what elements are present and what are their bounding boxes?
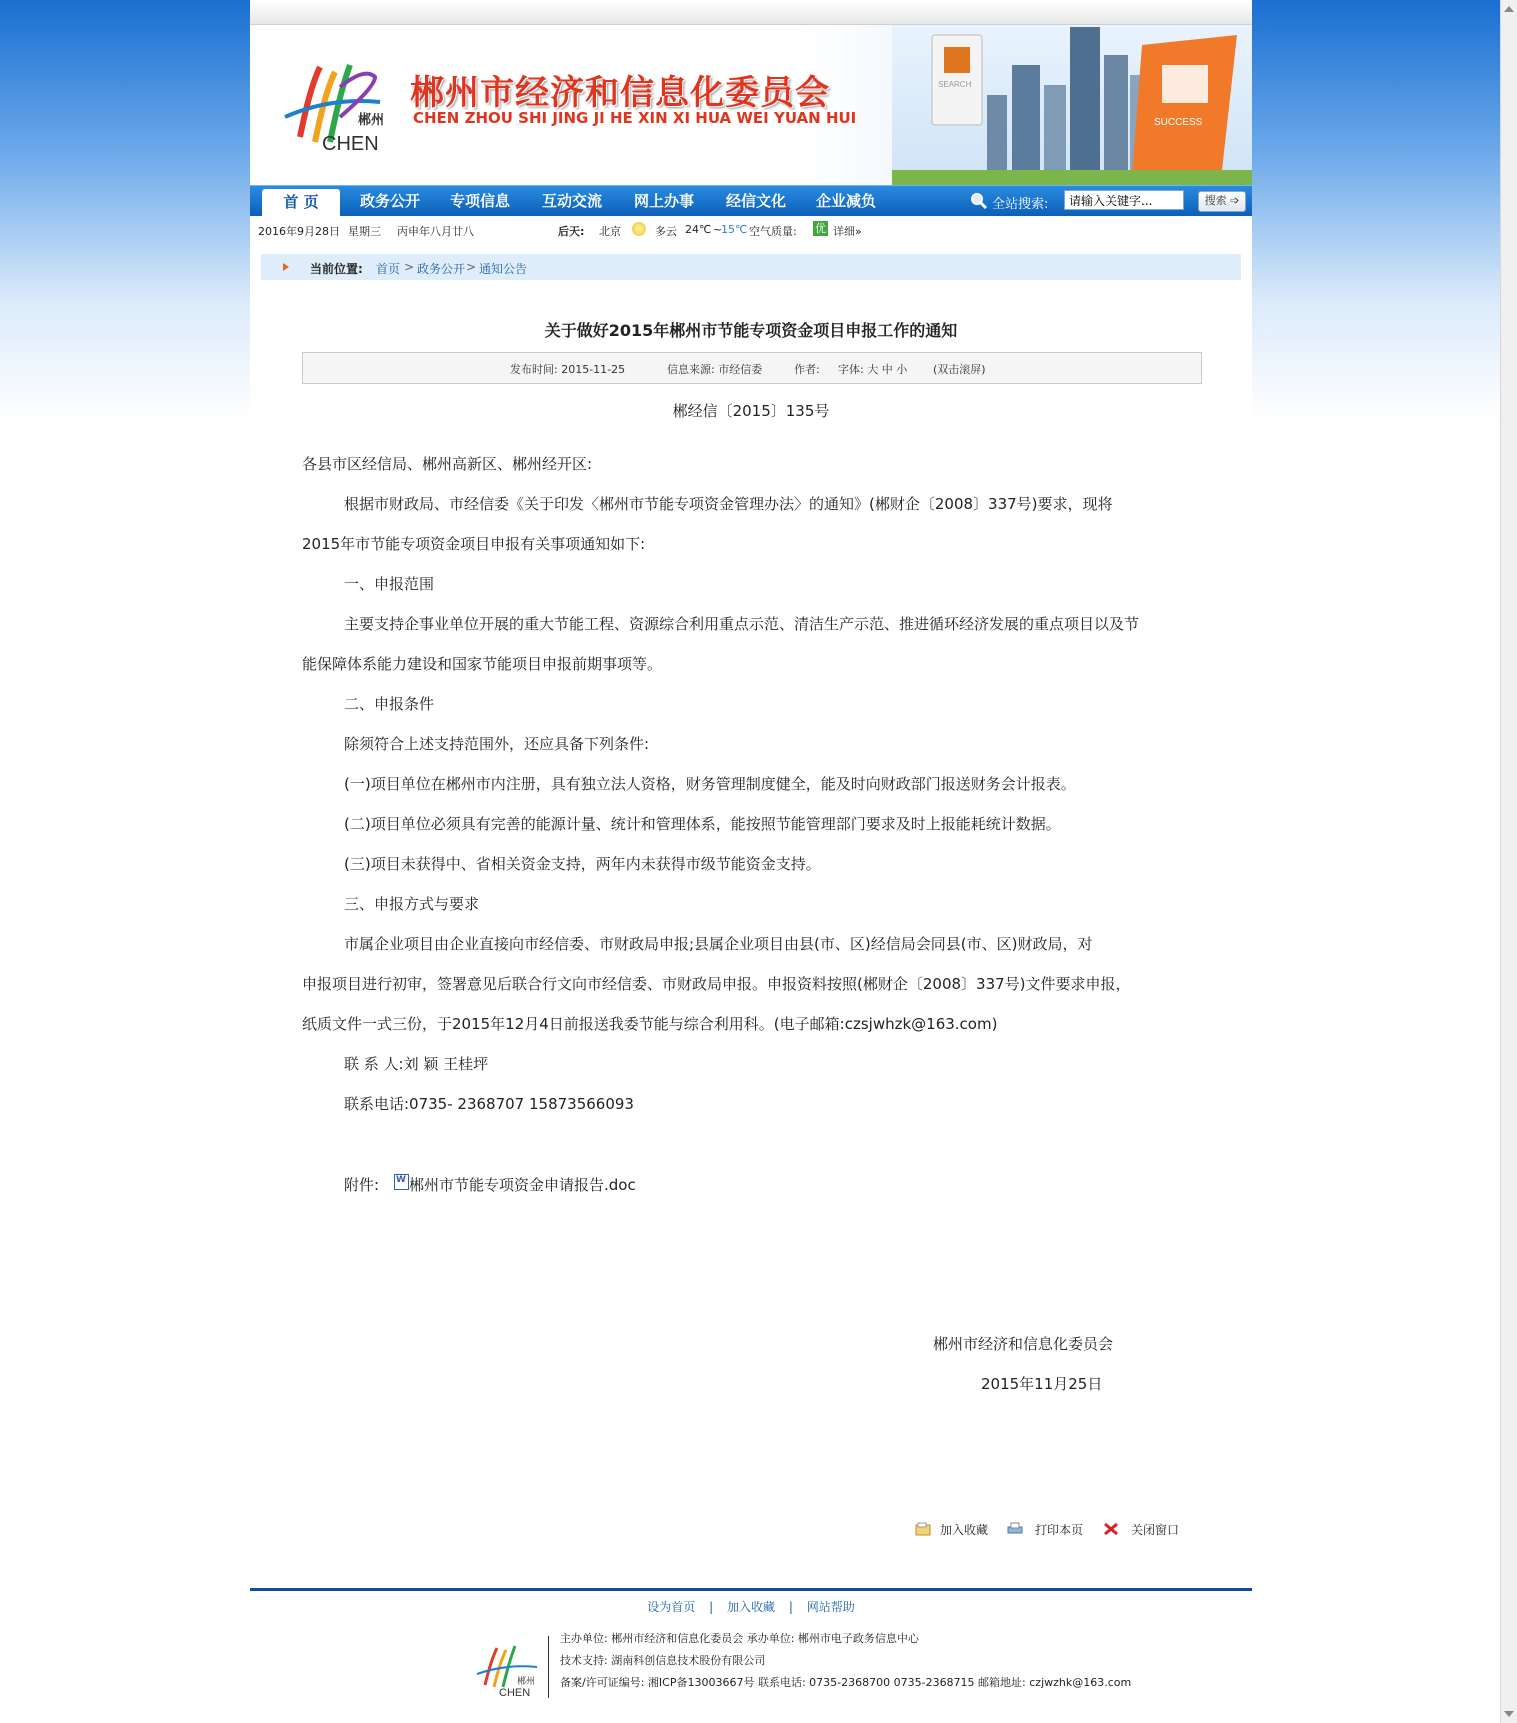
main-navbar bbox=[250, 185, 1252, 216]
article-paragraph: (二)项目单位必须具有完善的能源计量、统计和管理体系，能按照节能管理部门要求及时上报能耗统计数据。 bbox=[344, 815, 1061, 833]
banner-badge-search: SEARCH bbox=[938, 80, 972, 89]
close-icon[interactable] bbox=[1103, 1522, 1119, 1536]
print-icon[interactable] bbox=[1007, 1522, 1023, 1536]
footer-link-sep: | bbox=[788, 1600, 793, 1614]
article-paragraph: 二、申报条件 bbox=[344, 695, 435, 713]
vertical-scrollbar[interactable] bbox=[1500, 0, 1517, 1723]
top-strip bbox=[250, 0, 1252, 25]
footer-logo-icon bbox=[475, 1640, 545, 1700]
nav-special-info[interactable]: 专项信息 bbox=[449, 192, 510, 210]
footer-divider bbox=[548, 1636, 549, 1698]
breadcrumb-notices[interactable]: 通知公告 bbox=[479, 262, 528, 276]
search-label: 全站搜索: bbox=[992, 197, 1049, 212]
article-paragraph: 主要支持企事业单位开展的重大节能工程、资源综合利用重点示范、清洁生产示范、推进循环经济发展的重点项目以及节 bbox=[344, 615, 1140, 633]
logo-text-cn: 郴州 bbox=[358, 113, 385, 128]
article-paragraph: 根据市财政局、市经信委《关于印发〈郴州市节能专项资金管理办法〉的通知》(郴财企〔2008〕337号)要求，现将 bbox=[344, 495, 1113, 513]
breadcrumb-arrow-icon bbox=[283, 263, 289, 271]
site-banner bbox=[250, 25, 1252, 185]
footer-sponsor: 主办单位: 郴州市经济和信息化委员会 承办单位: 郴州市电子政务信息中心 bbox=[560, 1632, 919, 1645]
article-paragraph: 联 系 人:刘 颖 王桂坪 bbox=[344, 1055, 489, 1073]
footer-logo-cn: 郴州 bbox=[517, 1677, 536, 1687]
breadcrumb-label: 当前位置: bbox=[310, 262, 363, 276]
search-input[interactable] bbox=[1064, 190, 1184, 210]
article-paragraph: 纸质文件一式三份，于2015年12月4日前报送我委节能与综合利用科。(电子邮箱:czsjwhzk@163.com) bbox=[302, 1015, 998, 1033]
close-window-button[interactable]: 关闭窗口 bbox=[1131, 1523, 1180, 1537]
article-paragraph: 能保障体系能力建设和国家节能项目申报前期事项等。 bbox=[302, 655, 663, 673]
article-paragraph: 一、申报范围 bbox=[344, 575, 435, 593]
search-icon bbox=[970, 192, 988, 210]
scroll-up-icon[interactable] bbox=[1504, 6, 1514, 12]
attachment-label: 附件: bbox=[344, 1176, 380, 1194]
footer-tech-support: 技术支持: 湖南科创信息技术股份有限公司 bbox=[560, 1654, 766, 1667]
air-quality-label: 空气质量: bbox=[749, 225, 797, 238]
page-container bbox=[250, 0, 1252, 1723]
footer-license: 备案/许可证编号: 湘ICP备13003667号 联系电话: 0735-2368700 0735-2368715 邮箱地址: czjwzhk@163.com bbox=[560, 1676, 1132, 1689]
author: 作者: bbox=[794, 363, 820, 376]
current-date: 2016年9月28日 bbox=[258, 225, 340, 238]
document-number: 郴经信〔2015〕135号 bbox=[672, 402, 830, 420]
weather-condition: 多云 bbox=[655, 225, 677, 238]
article-paragraph: 各县市区经信局、郴州高新区、郴州经开区: bbox=[302, 455, 593, 473]
footer-logo-en: CHEN bbox=[499, 1687, 531, 1699]
footer-link-sep: | bbox=[709, 1600, 714, 1614]
publish-time: 发布时间: 2015-11-25 bbox=[510, 363, 626, 376]
signature-date: 2015年11月25日 bbox=[981, 1375, 1103, 1393]
breadcrumb-sep: > bbox=[404, 260, 415, 274]
breadcrumb-sep: > bbox=[466, 260, 477, 274]
temp-sep: ~ bbox=[713, 223, 723, 236]
arrow-right-icon: ➩ bbox=[1230, 194, 1240, 207]
nav-home[interactable]: 首 页 bbox=[262, 189, 340, 216]
search-button-label: 搜索 bbox=[1204, 194, 1227, 207]
font-size-switcher[interactable]: 字体: 大 中 小 bbox=[838, 363, 908, 376]
article-paragraph: (三)项目未获得中、省相关资金支持，两年内未获得市级节能资金支持。 bbox=[344, 855, 821, 873]
signature-org: 郴州市经济和信息化委员会 bbox=[933, 1335, 1114, 1353]
site-title: 郴州市经济和信息化委员会 bbox=[410, 73, 830, 113]
article-title: 关于做好2015年郴州市节能专项资金项目申报工作的通知 bbox=[544, 321, 958, 340]
add-bookmark-button[interactable]: 加入收藏 bbox=[940, 1523, 989, 1537]
footer-links bbox=[250, 1598, 1252, 1615]
attachment-link[interactable]: 郴州市节能专项资金申请报告.doc bbox=[409, 1176, 636, 1194]
nav-online-services[interactable]: 网上办事 bbox=[633, 192, 694, 210]
scroll-down-icon[interactable] bbox=[1504, 1711, 1514, 1717]
article-paragraph: 市属企业项目由企业直接向市经信委、市财政局申报;县属企业项目由县(市、区)经信局会同县(市、区)财政局，对 bbox=[344, 935, 1093, 953]
breadcrumb-government-affairs[interactable]: 政务公开 bbox=[417, 262, 466, 276]
current-weekday: 星期三 bbox=[348, 225, 381, 238]
banner-city-illustration bbox=[892, 25, 1252, 185]
banner-badge-success: SUCCESS bbox=[1154, 117, 1203, 128]
nav-government-affairs[interactable]: 政务公开 bbox=[359, 192, 420, 210]
nav-burden-reduction[interactable]: 企业减负 bbox=[815, 192, 876, 210]
temp-high: 24℃ bbox=[685, 223, 712, 236]
article-paragraph: 三、申报方式与要求 bbox=[344, 895, 480, 913]
info-source: 信息来源: 市经信委 bbox=[667, 363, 763, 376]
lunar-date: 丙申年八月廿八 bbox=[397, 225, 474, 238]
word-document-icon bbox=[394, 1174, 409, 1190]
footer-link-bookmark[interactable]: 加入收藏 bbox=[726, 1600, 775, 1614]
double-click-scroll: (双击滚屏) bbox=[933, 363, 986, 376]
article-paragraph: 2015年市节能专项资金项目申报有关事项通知如下: bbox=[302, 535, 646, 553]
footer-divider-line bbox=[250, 1588, 1252, 1591]
nav-interaction[interactable]: 互动交流 bbox=[541, 192, 602, 210]
article-paragraph: 联系电话:0735- 2368707 15873566093 bbox=[344, 1095, 634, 1113]
cloudy-weather-icon bbox=[632, 222, 646, 236]
site-pinyin: CHEN ZHOU SHI JING JI HE XIN XI HUA WEI YUAN HUI bbox=[413, 109, 857, 127]
temp-low: 15℃ bbox=[721, 223, 748, 236]
article-paragraph: (一)项目单位在郴州市内注册，具有独立法人资格，财务管理制度健全，能及时向财政部门报送财务会计报表。 bbox=[344, 775, 1076, 793]
logo-text-en: CHEN bbox=[322, 133, 379, 155]
weather-city: 北京 bbox=[599, 225, 621, 238]
article-paragraph: 申报项目进行初审，签署意见后联合行文向市经信委、市财政局申报。申报资料按照(郴财企〔2008〕337号)文件要求申报， bbox=[302, 975, 1131, 993]
footer-link-set-home[interactable]: 设为首页 bbox=[647, 1600, 696, 1614]
breadcrumb bbox=[261, 254, 1241, 280]
weather-detail-link[interactable]: 详细» bbox=[833, 225, 862, 238]
article-meta bbox=[302, 352, 1202, 384]
print-page-button[interactable]: 打印本页 bbox=[1035, 1523, 1084, 1537]
bookmark-icon[interactable] bbox=[915, 1522, 931, 1536]
breadcrumb-home[interactable]: 首页 bbox=[376, 262, 401, 276]
weather-label: 后天: bbox=[558, 225, 585, 238]
footer-link-help[interactable]: 网站帮助 bbox=[806, 1600, 855, 1614]
nav-culture[interactable]: 经信文化 bbox=[725, 192, 786, 210]
article-paragraph: 除须符合上述支持范围外，还应具备下列条件: bbox=[344, 735, 650, 753]
air-quality-badge: 优 bbox=[815, 222, 826, 235]
info-bar bbox=[250, 216, 1252, 242]
search-button[interactable] bbox=[1198, 191, 1246, 212]
